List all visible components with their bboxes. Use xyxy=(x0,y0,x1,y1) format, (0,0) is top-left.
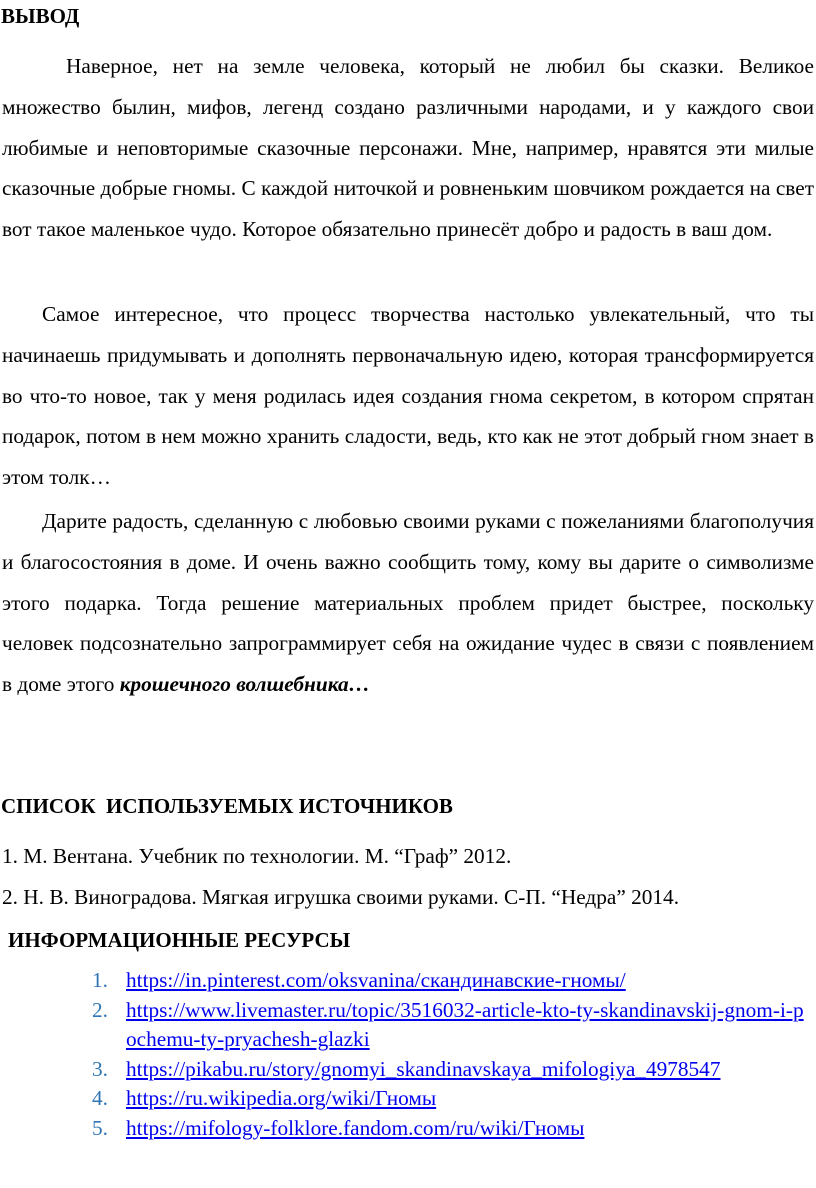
resource-link[interactable]: https://in.pinterest.com/oksvanina/скандинавские-гномы/ xyxy=(126,968,626,992)
resource-link[interactable]: https://mifology-folklore.fandom.com/ru/wiki/Гномы xyxy=(126,1115,585,1140)
resource-link[interactable]: https://pikabu.ru/story/gnomyi_skandinavskaya_mifologiya_4978547 xyxy=(126,1056,721,1081)
resource-number: 5. xyxy=(92,1115,108,1140)
resources-heading: ИНФОРМАЦИОННЫЕ РЕСУРСЫ xyxy=(8,928,351,952)
resource-link[interactable]: https://ru.wikipedia.org/wiki/Гномы xyxy=(126,1086,437,1110)
conclusion-paragraph-3 xyxy=(2,501,814,705)
resource-item xyxy=(92,996,814,1055)
conclusion-paragraph-1: Наверное, нет на земле человека, который не любил бы сказки. Великое множество былин, мифов, легенд создано различными народами, и у каждого свои любимые и неповторимые сказочные персонажи. Мне, например, нравятся эти милые сказочные добрые гномы. С каждой ниточкой и ровненьким шовчиком рождается на свет вот такое маленькое чудо. Которое обязательно принесёт добро и радость в ваш дом. xyxy=(2,54,814,242)
resource-item xyxy=(92,1084,814,1114)
resource-number: 4. xyxy=(92,1086,108,1110)
sources-heading: СПИСОК ИСПОЛЬЗУЕМЫХ ИСТОЧНИКОВ xyxy=(1,794,453,818)
conclusion-heading: ВЫВОД xyxy=(1,4,80,28)
resource-item xyxy=(92,1114,814,1144)
resources-list xyxy=(92,966,814,1143)
resource-number: 3. xyxy=(92,1056,108,1081)
source-item: 1. М. Вентана. Учебник по технологии. М. “Граф” 2012. xyxy=(2,844,512,868)
sources-list xyxy=(2,836,814,918)
resource-number: 1. xyxy=(92,968,108,992)
resource-link[interactable]: https://www.livemaster.ru/topic/3516032-article-kto-ty-skandinavskij-gnom-i-pochemu-ty-pryachesh-glazki xyxy=(126,997,804,1051)
resource-item xyxy=(92,1055,814,1085)
resource-number: 2. xyxy=(92,997,108,1022)
conclusion-paragraph-3-text: Дарите радость, сделанную с любовью своими руками с пожеланиями благополучия и благосостояния в доме. И очень важно сообщить тому, кому вы дарите о символизме этого подарка. Тогда решение материальных проблем придет быстрее, поскольку человек подсознательно запрограммирует себя на ожидание чудес в связи с появлением в доме этого xyxy=(2,509,814,697)
conclusion-paragraph-2: Самое интересное, что процесс творчества настолько увлекательный, что ты начинаешь придумывать и дополнять первоначальную идею, которая трансформируется во что-то новое, так у меня родилась идея создания гнома секретом, в котором спрятан подарок, потом в нем можно хранить сладости, ведь, кто как не этот добрый гном знает в этом толк… xyxy=(2,302,814,490)
resource-item xyxy=(92,966,814,996)
source-item: 2. Н. В. Виноградова. Мягкая игрушка своими руками. С-П. “Недра” 2014. xyxy=(2,885,680,909)
conclusion-emphasis: крошечного волшебника… xyxy=(119,672,370,697)
